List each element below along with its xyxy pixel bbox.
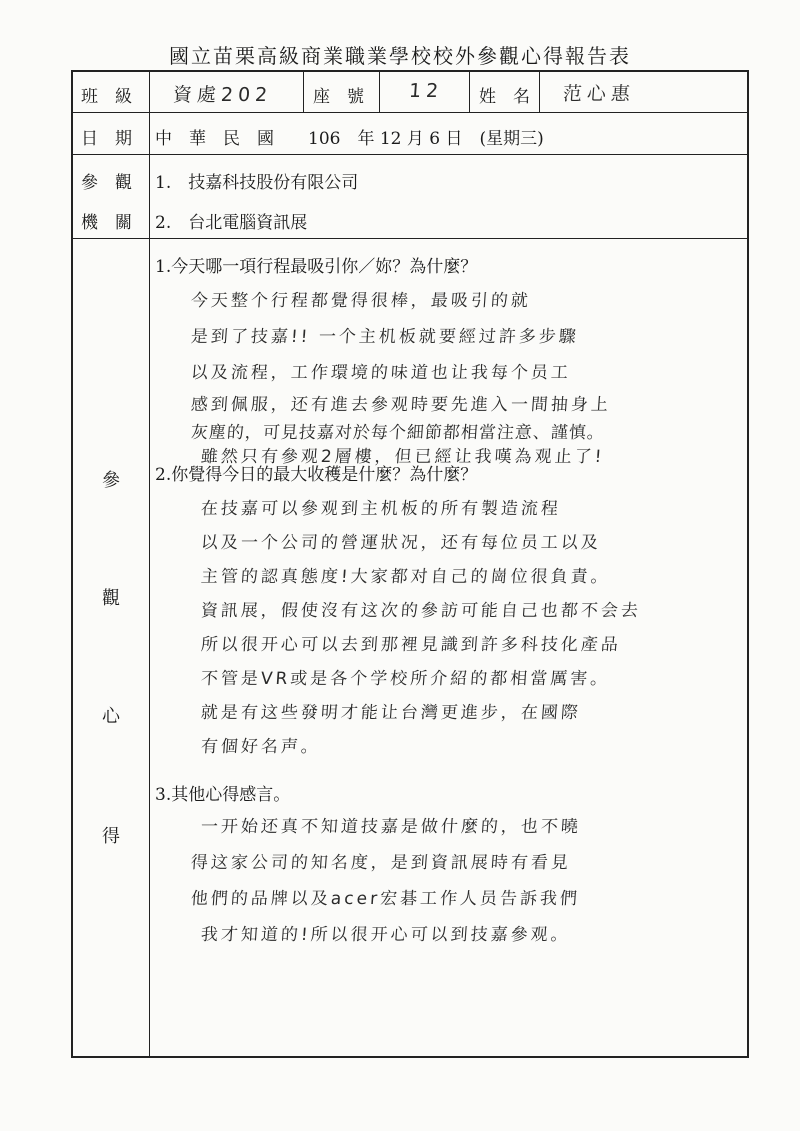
date-label: 日 期 — [81, 129, 132, 149]
answer-3-line[interactable]: 我才知道的!所以很开心可以到技嘉參观。 — [200, 925, 572, 945]
org-item-2: 2. 台北電腦資訊展 — [155, 213, 308, 233]
org-label-2: 機 關 — [81, 213, 132, 233]
report-form — [71, 70, 749, 1058]
org-item-1: 1. 技嘉科技股份有限公司 — [155, 173, 359, 193]
section-label-char: 觀 — [102, 588, 120, 609]
answer-2-line[interactable]: 有個好名声。 — [200, 737, 322, 757]
org-label-1: 參 觀 — [81, 173, 132, 193]
class-value[interactable]: 資處202 — [172, 84, 273, 106]
name-label: 姓 名 — [479, 87, 530, 107]
answer-1-line[interactable]: 是到了技嘉!! 一个主机板就要經过許多步驟 — [190, 327, 580, 347]
question-3: 3.其他心得感言。 — [155, 785, 291, 805]
answer-3-line[interactable]: 他們的品牌以及acer宏碁工作人员告訴我們 — [190, 889, 581, 909]
date-value: 中 華 民 國 106 年 12 月 6 日 (星期三) — [155, 129, 544, 149]
question-1: 1.今天哪一項行程最吸引你／妳？為什麼？ — [155, 257, 478, 277]
question-2: 2.你覺得今日的最大收穫是什麼？為什麼？ — [155, 465, 478, 485]
answer-2-line[interactable]: 就是有这些發明才能让台灣更進步，在國際 — [200, 703, 582, 723]
section-label-char: 得 — [102, 826, 120, 847]
answer-2-line[interactable]: 在技嘉可以參观到主机板的所有製造流程 — [200, 499, 562, 519]
class-label: 班 級 — [81, 87, 132, 107]
section-label-char: 心 — [102, 706, 120, 727]
answer-1-line[interactable]: 感到佩服，还有進去參观時要先進入一間抽身上 — [190, 395, 612, 415]
answer-1-line[interactable]: 灰塵的，可見技嘉对於每个細節都相當注意、謹慎。 — [190, 423, 606, 443]
answer-2-line[interactable]: 所以很开心可以去到那裡見識到許多科技化產品 — [200, 635, 622, 655]
seat-value[interactable]: 12 — [408, 80, 444, 102]
answer-2-line[interactable]: 主管的認真態度!大家都对自己的崗位很負責。 — [200, 567, 612, 587]
section-label-char: 參 — [102, 470, 120, 491]
name-value[interactable]: 范心惠 — [562, 83, 636, 105]
answer-2-line[interactable]: 資訊展，假使沒有这次的參訪可能自己也都不会去 — [200, 601, 642, 621]
page-title: 國立苗栗高級商業職業學校校外參觀心得報告表 — [169, 44, 631, 68]
answer-1-line[interactable]: 今天整个行程都覺得很棒，最吸引的就 — [190, 291, 532, 311]
answer-3-line[interactable]: 得这家公司的知名度，是到資訊展時有看見 — [190, 853, 572, 873]
answer-2-line[interactable]: 以及一个公司的營運狀况，还有每位员工以及 — [200, 533, 602, 553]
answer-1-line[interactable]: 以及流程，工作環境的味道也让我每个员工 — [190, 363, 572, 383]
seat-label: 座 號 — [313, 87, 364, 107]
answer-3-line[interactable]: 一开始还真不知道技嘉是做什麼的，也不曉 — [200, 817, 582, 837]
answer-1-line[interactable]: 雖然只有參观2層樓，但已經让我嘆為观止了! — [200, 447, 606, 467]
answer-2-line[interactable]: 不管是VR或是各个学校所介紹的都相當厲害。 — [200, 669, 611, 689]
